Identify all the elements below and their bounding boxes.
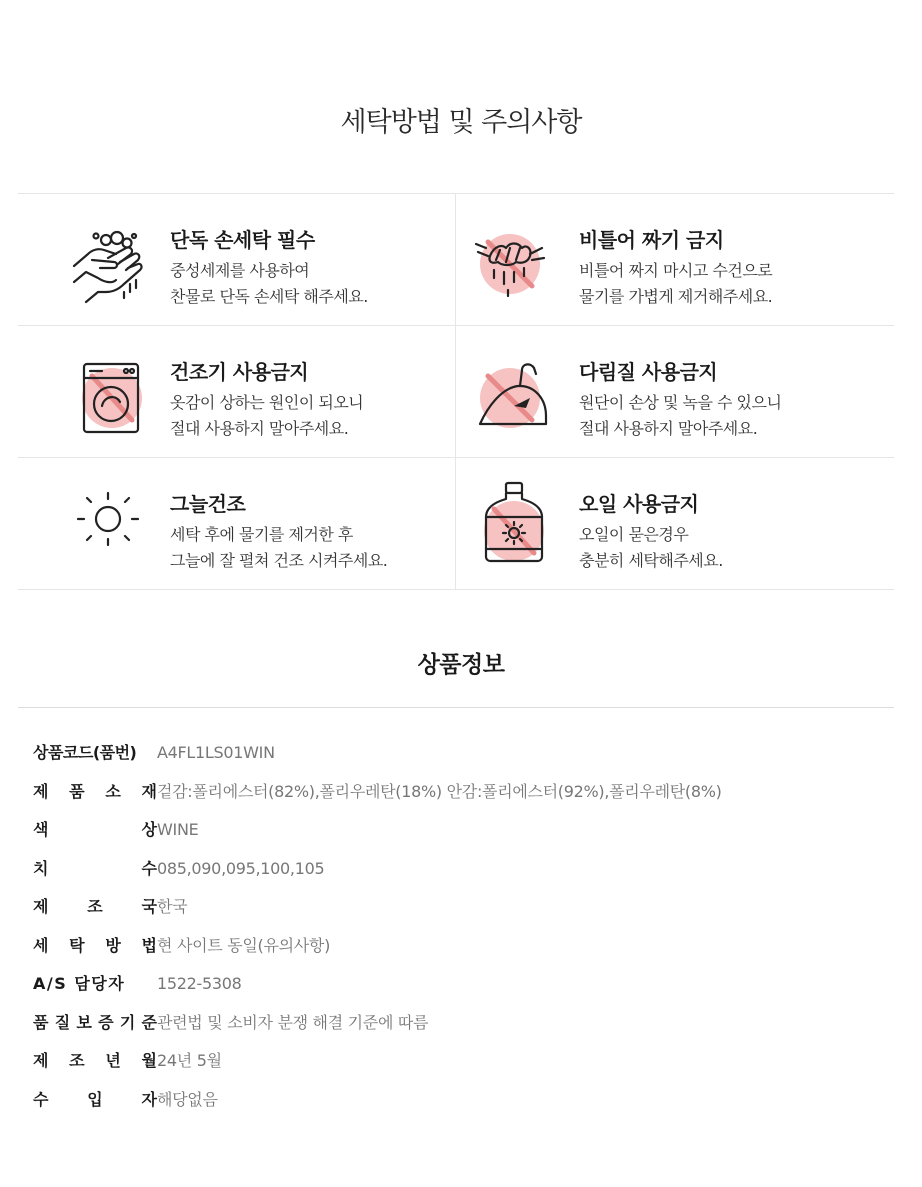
info-label-char: 자: [141, 1089, 157, 1109]
product-info-row: [33, 814, 893, 846]
care-item-desc: [170, 258, 368, 310]
product-info-row: [33, 930, 893, 962]
care-item-desc: [579, 390, 781, 442]
care-item-line: 비틀어 짜지 마시고 수건으로: [579, 261, 773, 280]
care-item-line: 옷감이 상하는 원인이 되오니: [170, 393, 364, 412]
care-item-no-oil: [456, 458, 894, 589]
info-value: 해당없음: [157, 1089, 218, 1109]
no-wring-icon: [472, 226, 552, 306]
info-label-char: 수: [33, 1089, 49, 1109]
info-label: [33, 930, 157, 962]
shade-dry-icon: [70, 490, 150, 570]
product-info-row: [33, 737, 893, 769]
info-label: [33, 1084, 157, 1116]
info-label: [33, 1045, 157, 1077]
care-item-desc: [579, 522, 723, 574]
info-label-char: 품: [33, 1012, 49, 1032]
info-value: 24년 5월: [157, 1051, 222, 1070]
info-label-char: 세: [33, 935, 49, 955]
info-value: 085,090,095,100,105: [157, 858, 325, 878]
care-item-no-iron: [456, 326, 894, 457]
divider: [18, 707, 894, 708]
hand-wash-icon: [70, 226, 150, 306]
info-label-char: 보: [76, 1012, 92, 1032]
care-item-line: 오일이 묻은경우: [579, 525, 689, 544]
info-label-char: 수: [141, 858, 157, 878]
product-info-row: [33, 776, 893, 808]
info-label-char: 조: [69, 1051, 85, 1070]
info-label-char: 월: [141, 1051, 157, 1070]
no-dryer-icon: [70, 358, 150, 438]
info-label-char: 제: [33, 1051, 49, 1070]
info-label-char: 증: [98, 1012, 114, 1032]
product-info-title: 상품정보: [417, 652, 505, 678]
care-item-line: 찬물로 단독 손세탁 해주세요.: [170, 287, 368, 306]
info-label-char: 제: [33, 781, 49, 801]
care-item-title: 비틀어 짜기 금지: [579, 228, 724, 252]
info-label-char: 치: [33, 858, 49, 878]
no-oil-icon: [472, 476, 552, 566]
info-label-char: 탁: [69, 935, 85, 955]
care-item-desc: [579, 258, 772, 310]
info-label-char: 질: [54, 1012, 71, 1032]
care-item-desc: [170, 390, 363, 442]
care-item-line: 원단이 손상 및 녹을 수 있으니: [579, 393, 782, 412]
product-info-row: [33, 853, 893, 885]
info-label-char: 법: [141, 935, 157, 955]
info-label-char: 기: [119, 1012, 136, 1032]
care-item-desc: [170, 522, 387, 574]
care-item-title: 건조기 사용금지: [170, 360, 309, 384]
info-label-char: 재: [141, 781, 157, 801]
product-info-row: [33, 891, 893, 923]
info-label-char: 입: [87, 1089, 103, 1109]
info-label: [33, 891, 157, 923]
info-value: 1522-5308: [157, 974, 242, 993]
info-label-char: 소: [105, 781, 121, 801]
info-label-char: 상: [141, 820, 157, 839]
care-item-title: 그늘건조: [170, 492, 246, 516]
care-item-line: 중성세제를 사용하여: [170, 261, 310, 280]
product-info-row: [33, 1007, 893, 1039]
care-item-line: 그늘에 잘 펼쳐 건조 시켜주세요.: [170, 551, 388, 570]
info-value: A4FL1LS01WIN: [157, 743, 275, 762]
care-item-shade-dry: [18, 458, 456, 589]
care-item-no-wring: [456, 194, 894, 325]
product-info-list: [33, 737, 893, 1116]
info-label: [33, 1007, 157, 1039]
info-value: 겉감:폴리에스터(82%),폴리우레탄(18%) 안감:폴리에스터(92%),폴리우레탄(8%): [157, 781, 722, 801]
info-label-char: 년: [105, 1051, 121, 1070]
info-value: WINE: [157, 820, 199, 839]
info-label-char: 제: [33, 897, 49, 916]
info-label: [33, 814, 157, 846]
info-label-char: 방: [105, 935, 121, 955]
care-item-line: 충분히 세탁해주세요.: [579, 551, 723, 570]
care-row: [18, 194, 894, 326]
care-item-line: 절대 사용하지 말아주세요.: [170, 419, 349, 438]
care-instructions-grid: [18, 193, 894, 590]
info-label-char: 국: [141, 897, 157, 916]
care-item-title: 오일 사용금지: [579, 492, 699, 516]
info-label: [33, 853, 157, 885]
care-item-title: 다림질 사용금지: [579, 360, 718, 384]
info-label-char: 준: [141, 1012, 157, 1032]
care-row: [18, 326, 894, 458]
info-label-char: 조: [87, 897, 103, 916]
info-label-char: 색: [33, 820, 49, 839]
info-label-char: 품: [69, 781, 85, 801]
care-row: [18, 458, 894, 590]
info-value: 현 사이트 동일(유의사항): [157, 935, 331, 955]
care-item-title: 단독 손세탁 필수: [170, 228, 315, 252]
info-label: 상품코드(품번): [33, 743, 137, 762]
product-info-row: [33, 1084, 893, 1116]
care-item-hand-wash: [18, 194, 456, 325]
care-item-line: 세탁 후에 물기를 제거한 후: [170, 525, 353, 544]
info-value: 한국: [157, 897, 188, 916]
care-item-no-dryer: [18, 326, 456, 457]
info-label: [33, 776, 157, 808]
info-value: 관련법 및 소비자 분쟁 해결 기준에 따름: [157, 1012, 429, 1032]
care-item-line: 물기를 가볍게 제거해주세요.: [579, 287, 773, 306]
info-label: A/S 담당자: [33, 974, 126, 993]
no-iron-icon: [472, 358, 552, 438]
care-item-line: 절대 사용하지 말아주세요.: [579, 419, 758, 438]
care-section-title: 세탁방법 및 주의사항: [340, 107, 582, 138]
product-info-row: [33, 968, 893, 1000]
product-info-row: [33, 1045, 893, 1077]
